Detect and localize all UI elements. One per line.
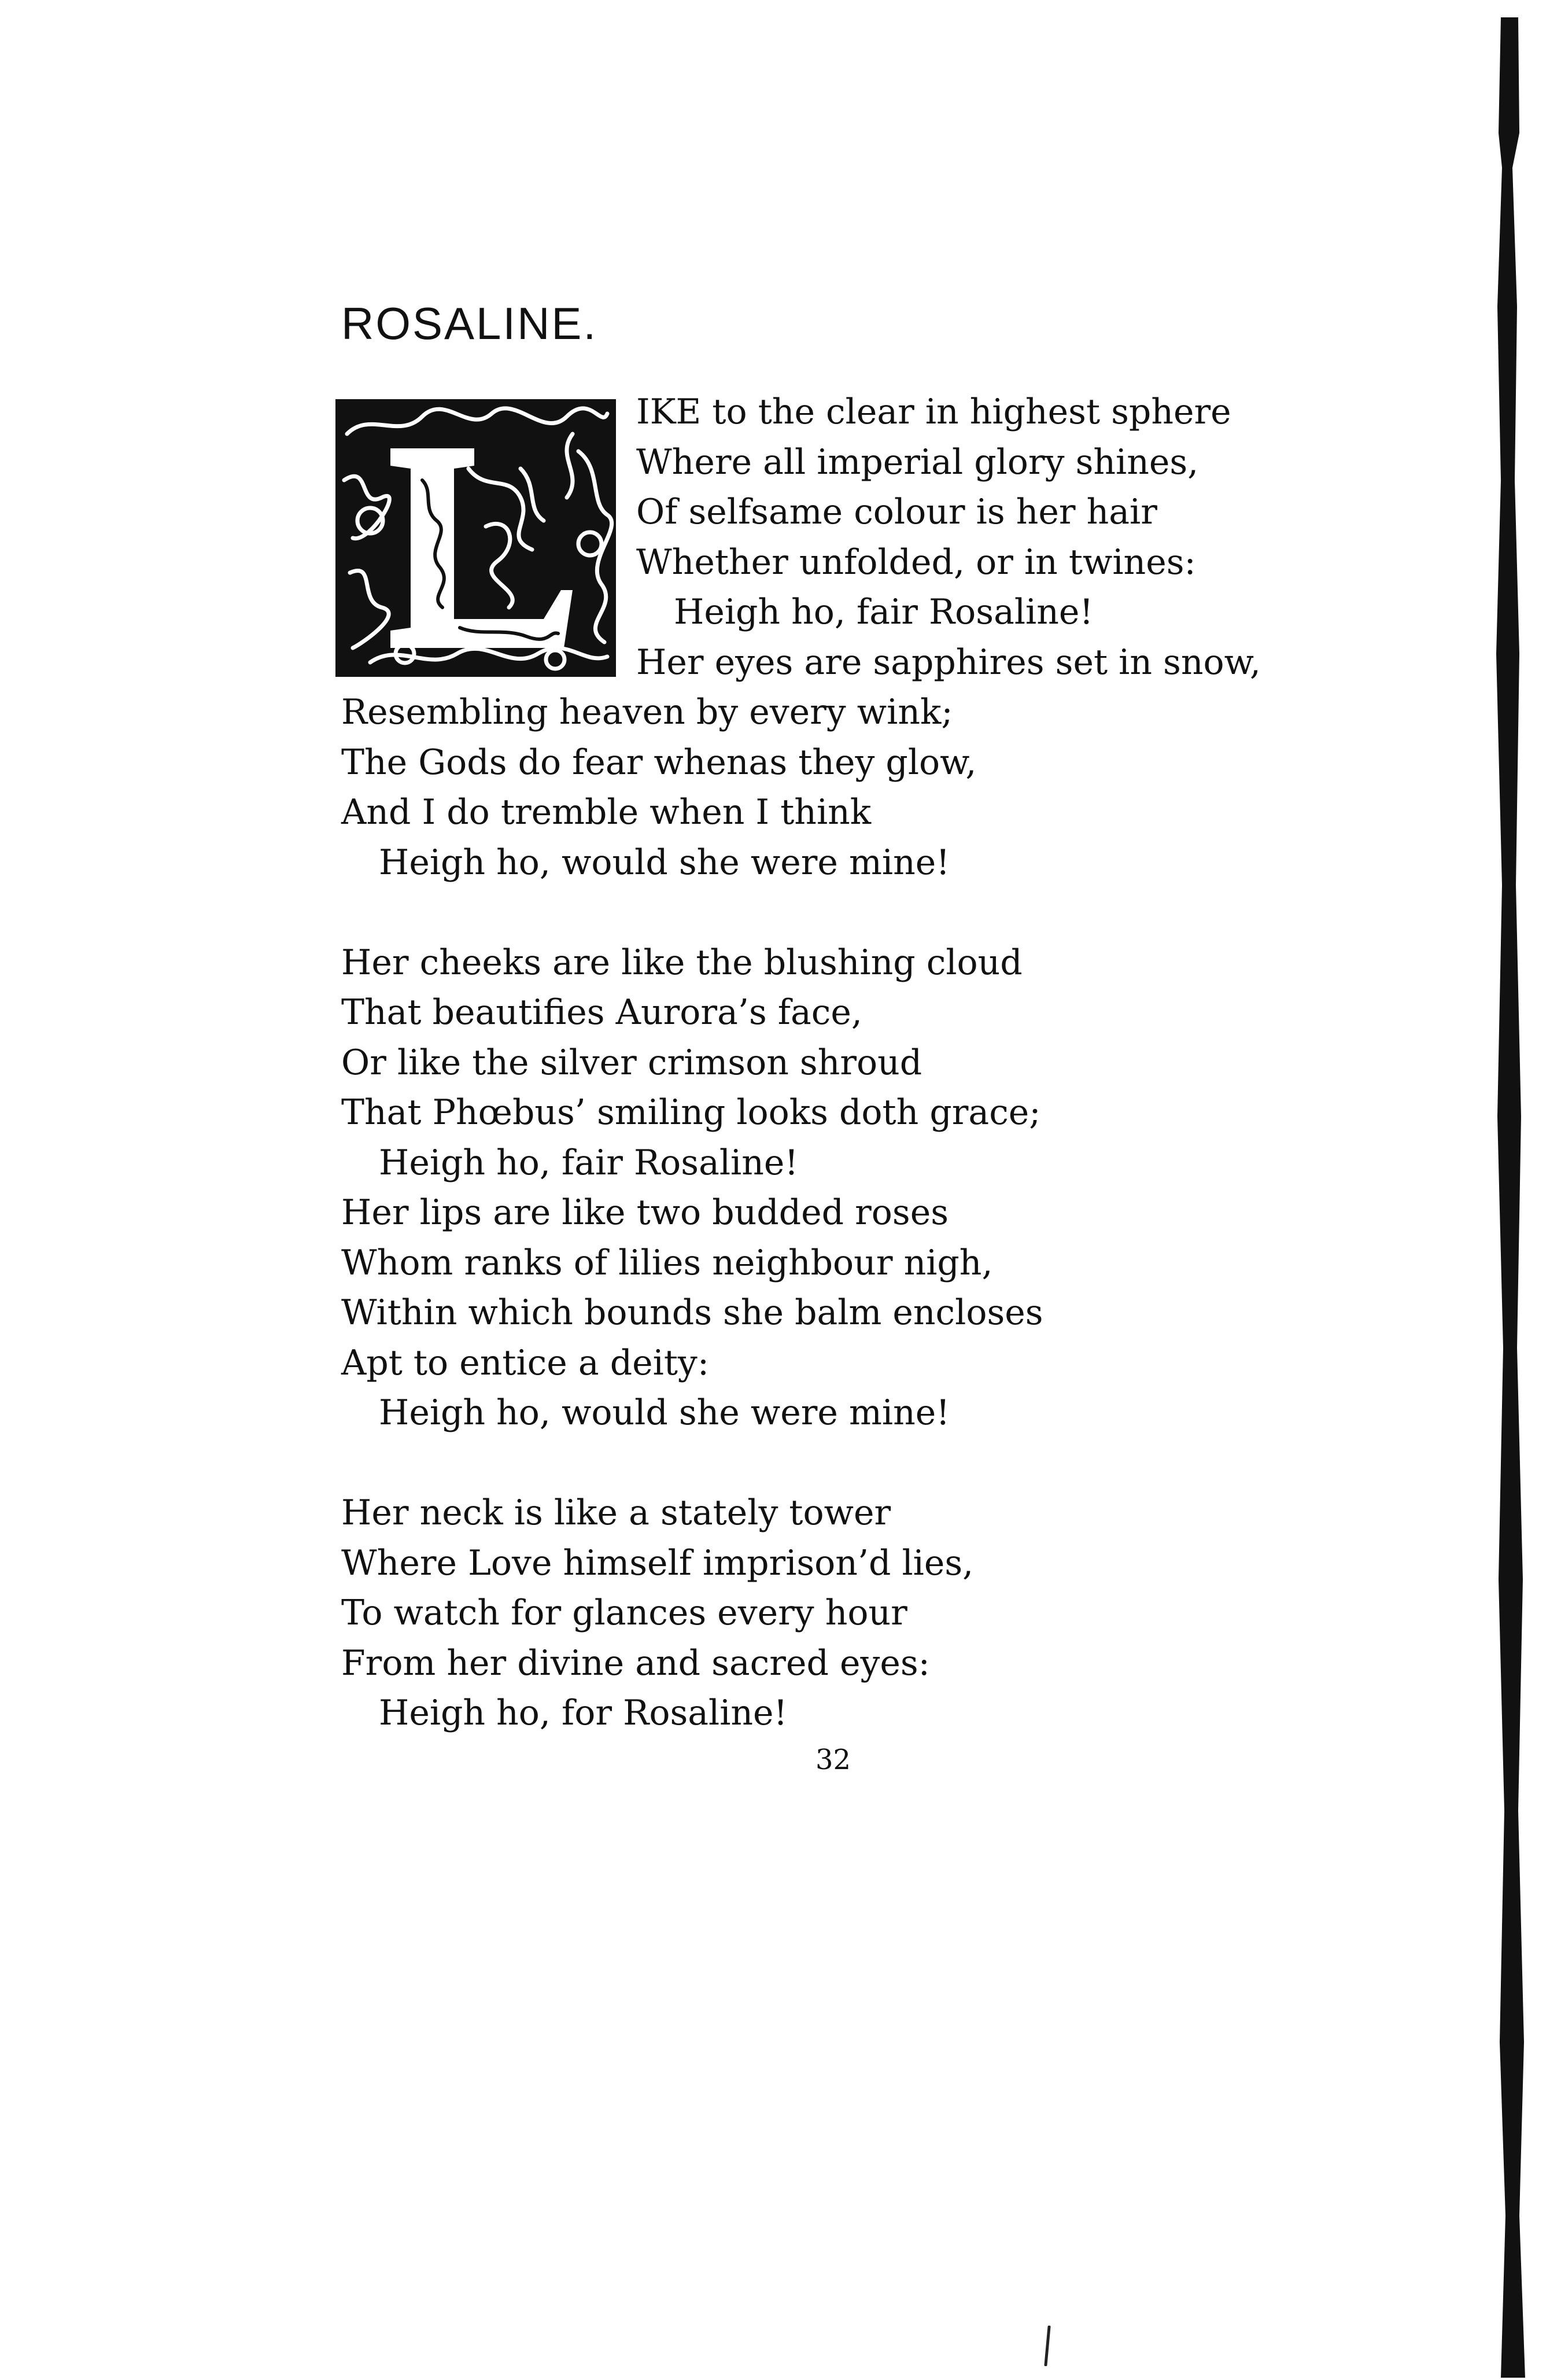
ink-speck xyxy=(1041,2326,1053,2366)
poem-line: Where Love himself imprison’d lies, xyxy=(341,1543,974,1583)
poem-line: Whether unfolded, or in twines: xyxy=(636,542,1196,583)
poem-line: And I do tremble when I think xyxy=(341,792,872,832)
poem-line: From her divine and sacred eyes: xyxy=(341,1643,930,1683)
poem-line: That Phœbus’ smiling looks doth grace; xyxy=(341,1092,1041,1133)
poem-line: Her eyes are sapphires set in snow, xyxy=(636,642,1261,683)
poem-line: Her neck is like a stately tower xyxy=(341,1493,891,1533)
poem-line: Heigh ho, for Rosaline! xyxy=(379,1693,788,1733)
decorated-initial-letter xyxy=(335,399,616,677)
poem-line: Her cheeks are like the blushing cloud xyxy=(341,942,1023,983)
poem-line: Within which bounds she balm encloses xyxy=(341,1292,1043,1333)
poem-line: Her lips are like two budded roses xyxy=(341,1192,949,1233)
poem-line: That beautifies Aurora’s face, xyxy=(341,992,862,1033)
poem-line: Whom ranks of lilies neighbour nigh, xyxy=(341,1243,993,1283)
poem-line: Of selfsame colour is her hair xyxy=(636,492,1157,532)
poem-title: ROSALINE. xyxy=(341,298,598,349)
poem-line: Heigh ho, fair Rosaline! xyxy=(379,1143,799,1183)
poem-line: To watch for glances every hour xyxy=(341,1593,907,1633)
poem-line: Heigh ho, would she were mine! xyxy=(379,1392,950,1433)
page-edge-shadow xyxy=(1489,17,1530,2378)
poem-line: IKE to the clear in highest sphere xyxy=(636,392,1231,432)
poem-line: Where all imperial glory shines, xyxy=(636,442,1199,482)
poem-line: Heigh ho, would she were mine! xyxy=(379,842,950,883)
poem-line: Or like the silver crimson shroud xyxy=(341,1042,922,1083)
poem-line: Apt to entice a deity: xyxy=(341,1343,710,1383)
poem-line: Resembling heaven by every wink; xyxy=(341,692,953,732)
poem-line: Heigh ho, fair Rosaline! xyxy=(674,592,1094,632)
poem-line: The Gods do fear whenas they glow, xyxy=(341,742,977,783)
page-number: 32 xyxy=(815,1744,851,1776)
